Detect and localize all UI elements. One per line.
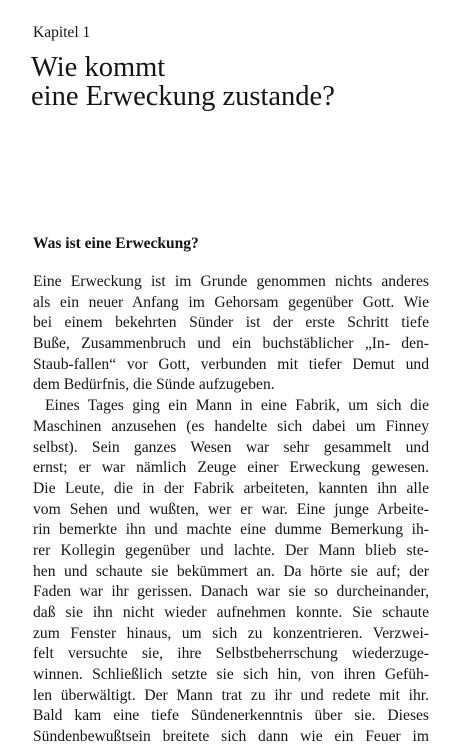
text-line: len überwältigt. Der Mann trat zu ihr und redete mit ihr. (33, 686, 429, 704)
text-line: winnen. Schließlich setzte sie sich hin, von ihren Gefüh- (33, 666, 429, 684)
text-line: rer Kollegin gegenüber und lachte. Der Mann blieb ste- (33, 541, 429, 559)
text-line: Eines Tages ging ein Mann in eine Fabrik, um sich die (45, 397, 429, 415)
text-line: Bald kam eine tiefe Sündenerkenntnis über sie. Dieses (33, 707, 429, 725)
text-line: rin bemerkte ihn und machte eine dumme Bemerkung ih- (33, 521, 429, 539)
section-heading: Was ist eine Erweckung? (33, 235, 199, 252)
text-line: hen und schaute sie bekümmert an. Da hörte sie auf; der (33, 562, 429, 580)
text-line: als ein neuer Anfang im Gehorsam gegenüber Gott. Wie (33, 293, 429, 311)
text-line: Die Leute, die in der Fabrik arbeiteten, kannten ihn alle (33, 479, 429, 497)
text-line: dem Bedürfnis, die Sünde aufzugeben. (33, 376, 275, 394)
text-line: selbst). Sein ganzes Wesen war sehr gesammelt und (33, 438, 429, 456)
chapter-title (31, 53, 335, 111)
text-line: Eine Erweckung ist im Grunde genommen nichts anderes (33, 273, 429, 290)
text-line: zum Fenster hinaus, um sich zu konzentrieren. Verzwei- (33, 624, 429, 642)
paragraph (33, 396, 429, 748)
text-line: felt versuchte sie, ihre Selbstbeherrschung wiederzuge- (33, 645, 429, 663)
text-line: vom Sehen und wußten, wer er war. Eine junge Arbeite- (33, 500, 429, 518)
text-line: bei einem bekehrten Sünder ist der erste Schritt tiefe (33, 314, 429, 332)
text-line: Faden war ihr gerissen. Danach war sie so durcheinander, (33, 583, 429, 601)
text-line: Buße, Zusammenbruch und ein buchstäblicher „In- den- (33, 335, 429, 353)
paragraph (33, 272, 429, 396)
text-line: daß sie ihn nicht wieder aufnehmen konnte. Sie schaute (33, 604, 429, 621)
text-line: Sündenbewußtsein breitete sich dann wie ein Feuer im (33, 728, 429, 746)
chapter-title-line: eine Erweckung zustande? (31, 81, 335, 112)
chapter-title-line: Wie kommt (31, 52, 166, 83)
chapter-label: Kapitel 1 (33, 24, 91, 41)
body-text (33, 272, 429, 748)
text-line: ernst; er war nämlich Zeuge einer Erweckung gewesen. (33, 459, 429, 477)
text-line: Maschinen anzusehen (es handelte sich dabei um Finney (33, 417, 429, 435)
text-line: Staub-fallen“ vor Gott, verbunden mit tiefer Demut und (33, 355, 429, 373)
